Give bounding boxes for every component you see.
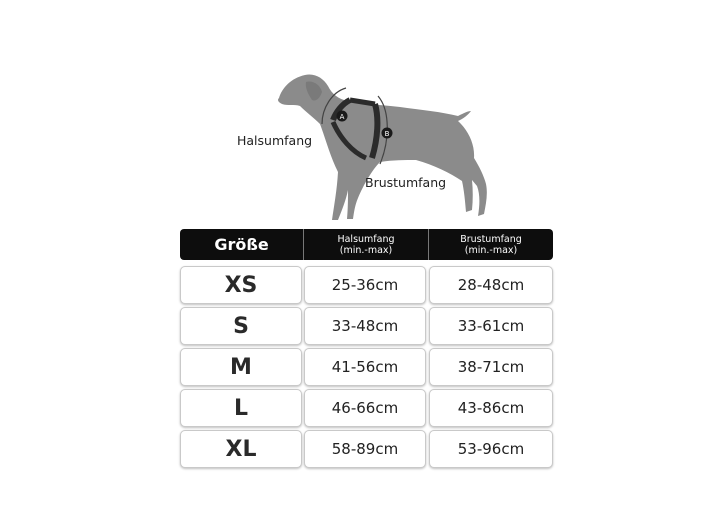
table-row <box>180 266 553 304</box>
chest-value: 38-71cm <box>457 358 525 376</box>
chest-value: 53-96cm <box>457 440 525 458</box>
neck-cell <box>304 430 426 468</box>
size-value: XL <box>225 436 257 462</box>
size-cell <box>180 307 302 345</box>
size-table-body <box>180 266 553 471</box>
neck-value: 33-48cm <box>331 317 399 335</box>
size-cell <box>180 348 302 386</box>
header-neck-sublabel: (min.-max) <box>339 244 393 256</box>
marker-a-letter: A <box>339 113 345 121</box>
chest-cell <box>429 430 553 468</box>
neck-cell <box>304 266 426 304</box>
table-row <box>180 389 553 427</box>
header-chest-sublabel: (min.-max) <box>464 244 518 256</box>
size-cell <box>180 266 302 304</box>
neck-circumference-label: Halsumfang <box>237 133 313 148</box>
size-value: L <box>233 395 249 421</box>
size-value: XS <box>224 272 258 298</box>
size-cell <box>180 430 302 468</box>
header-chest-label: Brustumfang <box>460 233 522 245</box>
chest-cell <box>429 389 553 427</box>
chest-circumference-label: Brustumfang <box>365 175 447 190</box>
neck-cell <box>304 348 426 386</box>
table-row <box>180 348 553 386</box>
neck-value: 25-36cm <box>331 276 399 294</box>
neck-value: 58-89cm <box>331 440 399 458</box>
header-size <box>180 229 304 260</box>
chest-cell <box>429 348 553 386</box>
marker-b-letter: B <box>384 130 390 138</box>
header-size-label: Größe <box>214 235 269 254</box>
chest-value: 33-61cm <box>457 317 525 335</box>
size-table-header <box>180 229 553 260</box>
header-neck <box>304 229 429 260</box>
neck-value: 46-66cm <box>331 399 399 417</box>
dog-illustration <box>0 0 720 230</box>
header-chest <box>429 229 553 260</box>
chest-value: 28-48cm <box>457 276 525 294</box>
size-value: S <box>233 313 249 339</box>
header-neck-label: Halsumfang <box>337 233 395 245</box>
neck-cell <box>304 307 426 345</box>
table-row <box>180 430 553 468</box>
chest-cell <box>429 266 553 304</box>
size-value: M <box>230 354 252 380</box>
table-row <box>180 307 553 345</box>
neck-cell <box>304 389 426 427</box>
neck-value: 41-56cm <box>331 358 399 376</box>
size-cell <box>180 389 302 427</box>
chest-cell <box>429 307 553 345</box>
chest-value: 43-86cm <box>457 399 525 417</box>
